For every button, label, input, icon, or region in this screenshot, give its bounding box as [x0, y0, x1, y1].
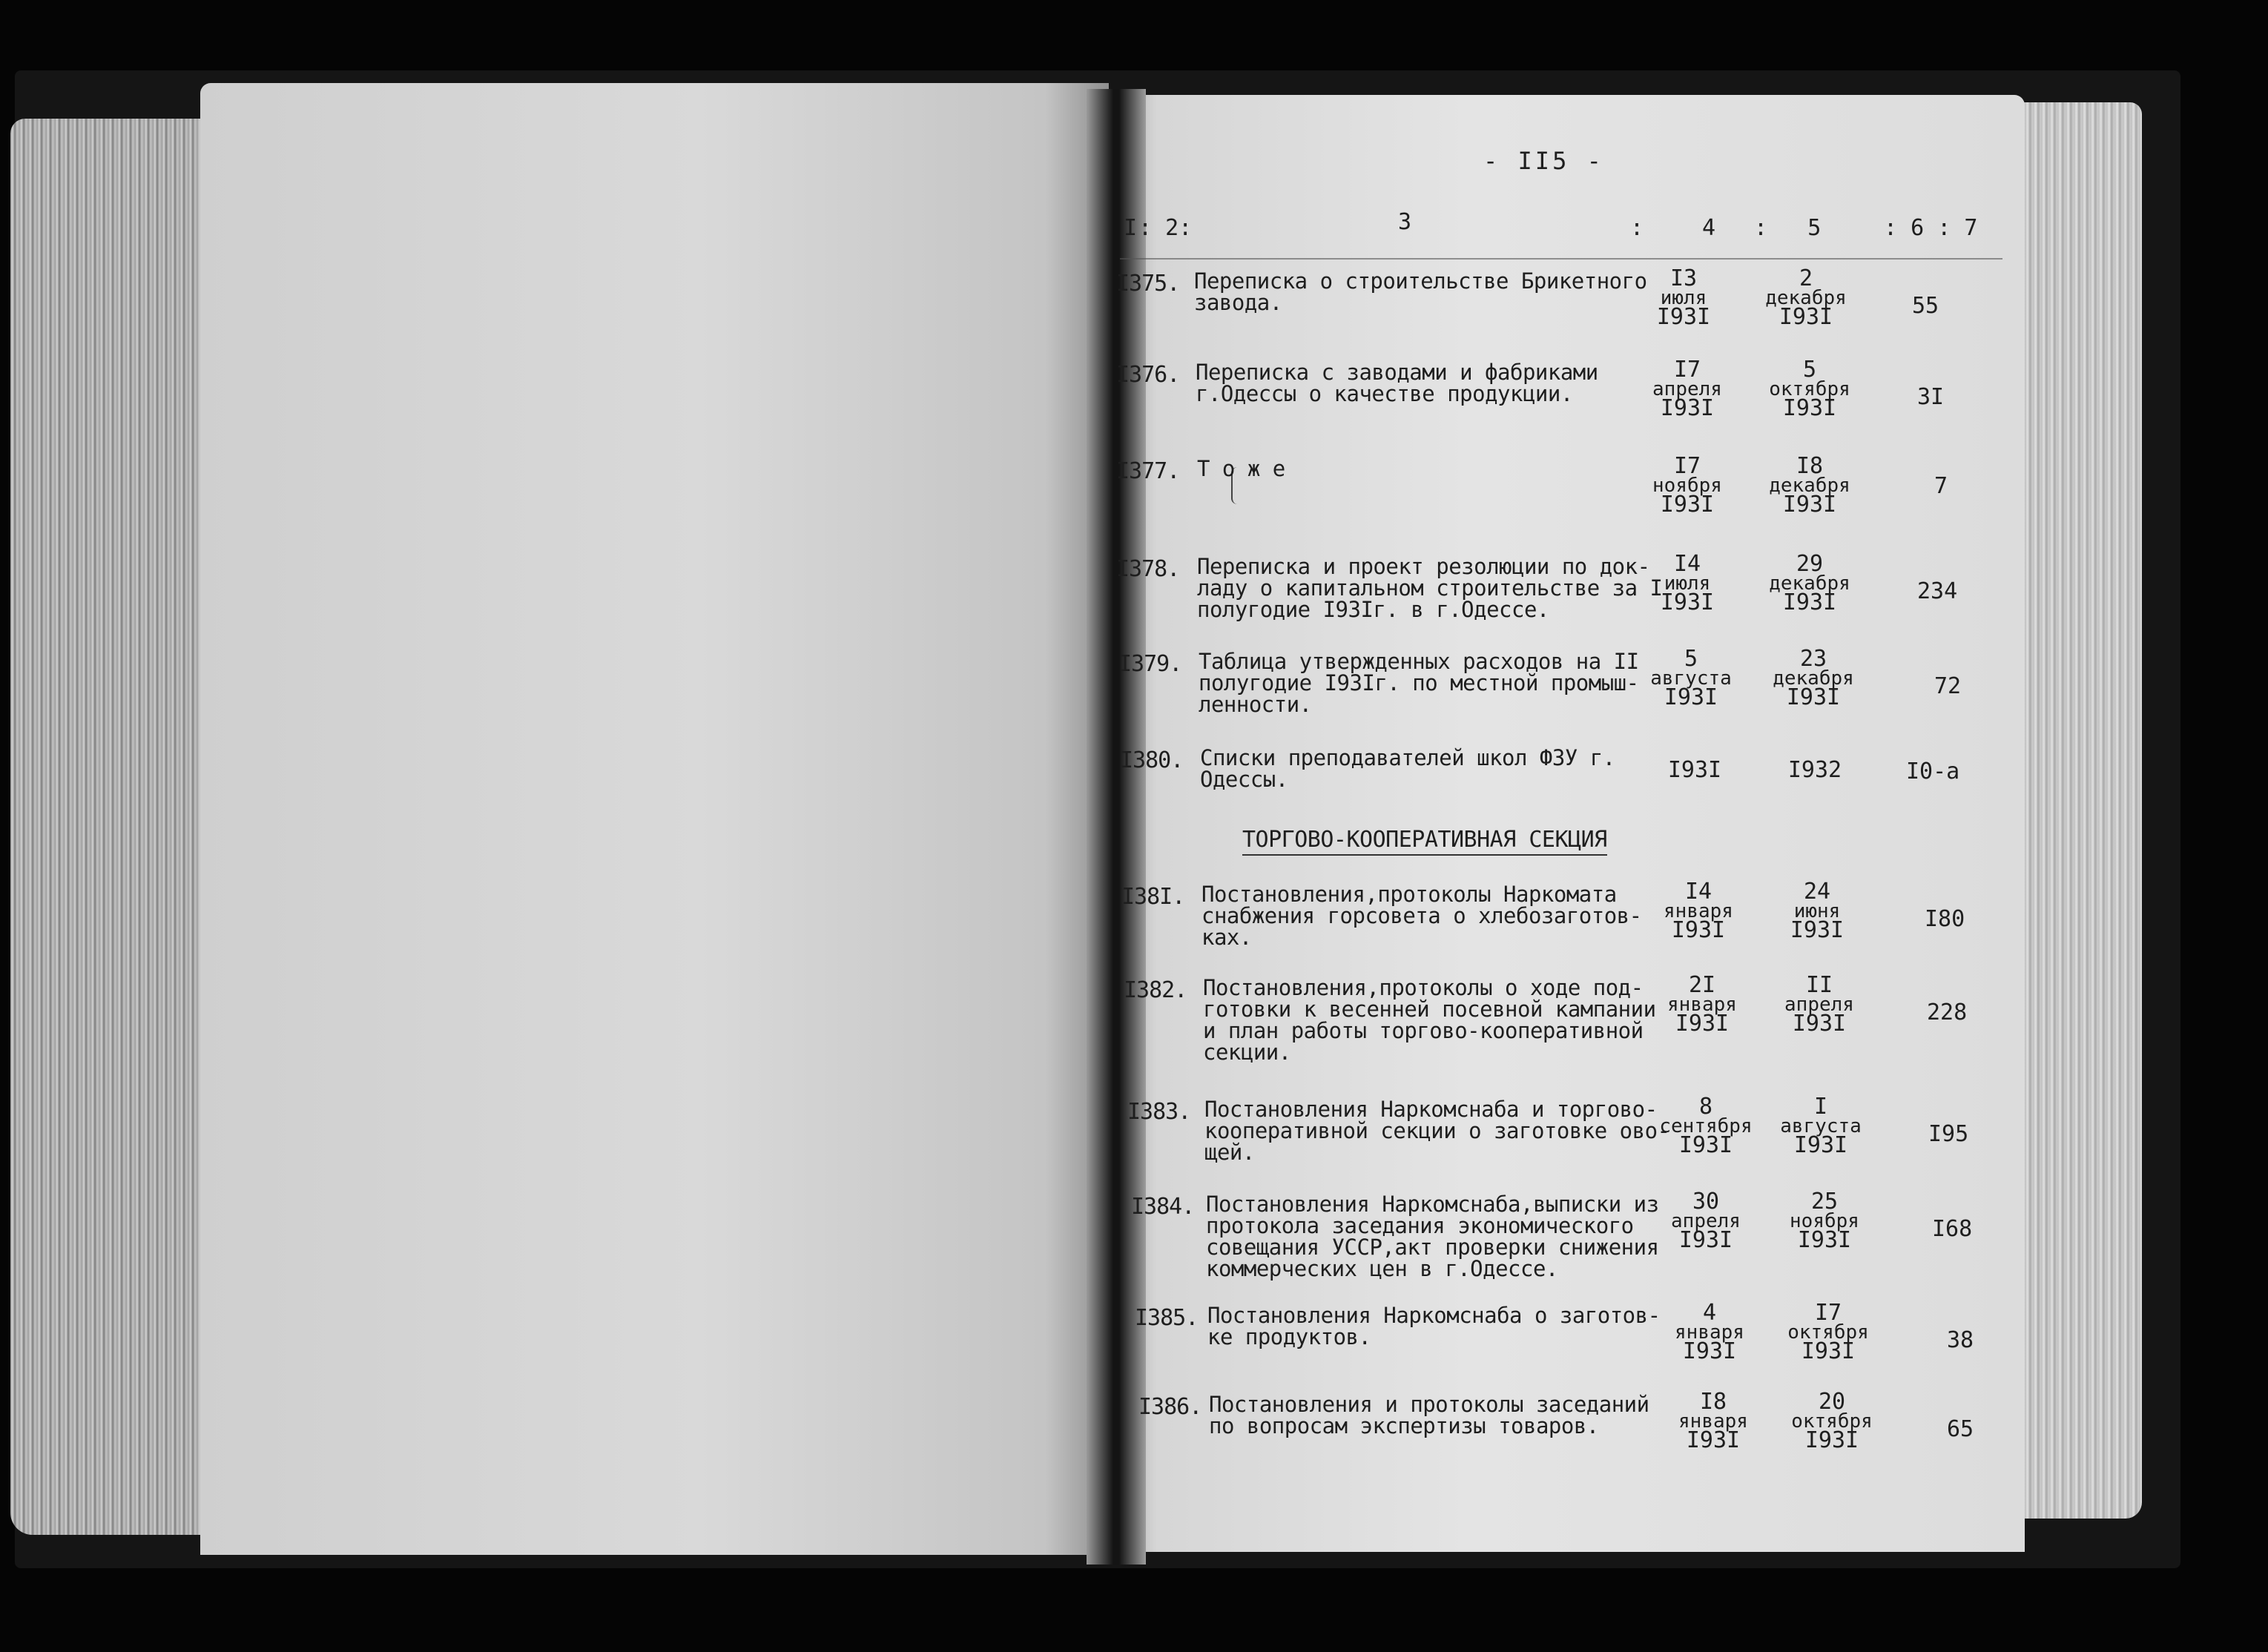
record-number: I385.: [1135, 1305, 1199, 1331]
date-year: I93I: [1790, 917, 1845, 943]
end-date: [1739, 357, 1880, 421]
date-day: I7: [1673, 357, 1701, 383]
record-title-line: завода.: [1194, 290, 1282, 315]
end-date: [1743, 646, 1884, 710]
sheet-count: 72: [1934, 673, 1962, 699]
end-date: [1739, 453, 1880, 518]
date-year: I93I: [1793, 1132, 1848, 1158]
date-day: I7: [1814, 1300, 1842, 1326]
date-year: I93I: [1660, 395, 1715, 421]
date-month: декабря: [1769, 572, 1850, 595]
record-title-line: совещания УССР,акт проверки снижения: [1206, 1235, 1659, 1260]
date-day: 8: [1698, 1094, 1713, 1120]
record-title-line: ке продуктов.: [1207, 1324, 1371, 1349]
end-date: [1744, 757, 1885, 783]
record-number: I376.: [1116, 362, 1180, 388]
end-date: [1735, 265, 1876, 330]
record-title-line: Списки преподавателей школ ФЗУ г.: [1200, 745, 1615, 770]
record-title-line: Переписка о строительстве Брикетного: [1194, 268, 1647, 294]
record-title-line: и план работы торгово-кооперативной: [1203, 1018, 1644, 1043]
record-title-line: Одессы.: [1200, 767, 1288, 792]
record-number: I38I.: [1121, 884, 1185, 910]
end-date: [1747, 879, 1888, 943]
date-day: 23: [1799, 646, 1827, 672]
date-month: декабря: [1773, 667, 1854, 690]
record-title-line: Т о ж е: [1197, 456, 1285, 481]
left-page-blank: [200, 83, 1109, 1555]
date-month: августа: [1650, 667, 1732, 690]
record-title-line: снабжения горсовета о хлебозаготов-: [1201, 903, 1642, 928]
record-title-line: ленности.: [1199, 692, 1312, 717]
record-title-line: ках.: [1201, 925, 1252, 950]
date-day: I8: [1699, 1389, 1727, 1415]
left-page-edges: [10, 119, 211, 1535]
date-year: I93I: [1660, 492, 1715, 518]
date-year: I93I: [1678, 1227, 1733, 1253]
end-date: [1739, 551, 1880, 615]
date-month: декабря: [1765, 287, 1847, 309]
date-year: I93I: [1656, 304, 1711, 330]
date-day: 5: [1802, 357, 1817, 383]
start-date: [1621, 646, 1761, 710]
date-month: апреля: [1671, 1210, 1741, 1232]
record-title-line: Постановления и протоколы заседаний: [1209, 1392, 1649, 1417]
date-year: I93I: [1797, 1227, 1852, 1253]
date-year: I93I: [1792, 1011, 1847, 1037]
date-day: 25: [1810, 1189, 1839, 1215]
record-title-line: Постановления Наркомснаба,выписки из: [1206, 1192, 1659, 1217]
sheet-count: I0-а: [1906, 759, 1960, 784]
record-title-line: секции.: [1203, 1040, 1291, 1065]
column-header-6-7: : 6 : 7: [1884, 215, 1978, 241]
end-date: [1749, 972, 1890, 1037]
sheet-count: 3I: [1917, 384, 1945, 410]
date-year: I93I: [1671, 917, 1726, 943]
record-title-line: готовки к весенней посевной кампании: [1203, 997, 1656, 1022]
record-number: I378.: [1116, 556, 1180, 582]
date-day: 29: [1796, 551, 1824, 577]
record-title-line: коммерческих цен в г.Одессе.: [1206, 1256, 1558, 1281]
date-day: I3: [1669, 265, 1698, 291]
date-day: 4: [1702, 1300, 1717, 1326]
record-title-line: Постановления Наркомснаба и торгово-: [1204, 1097, 1658, 1122]
date-day: 2I: [1688, 972, 1716, 998]
sheet-count: I95: [1928, 1121, 1969, 1147]
record-number: I375.: [1116, 271, 1180, 297]
record-title-line: г.Одессы о качестве продукции.: [1196, 381, 1573, 406]
date-month: января: [1667, 994, 1737, 1016]
date-year: I93I: [1782, 492, 1837, 518]
date-month: ноября: [1790, 1210, 1859, 1232]
date-day: 20: [1818, 1389, 1846, 1415]
record-title-line: Таблица утвержденных расходов на II: [1199, 649, 1639, 674]
column-header-4: 4: [1702, 215, 1716, 241]
date-day: I4: [1684, 879, 1712, 905]
date-month: июля: [1660, 287, 1707, 309]
date-year: I93I: [1675, 1011, 1730, 1037]
date-year: I93I: [1779, 304, 1833, 330]
record-number: I386.: [1138, 1394, 1202, 1420]
date-month: ноября: [1652, 475, 1722, 497]
date-year: I93I: [1804, 1427, 1859, 1453]
sheet-count: I80: [1925, 906, 1965, 932]
right-page-edges: [2008, 102, 2142, 1519]
record-number: I379.: [1118, 651, 1182, 677]
date-month: апреля: [1652, 378, 1722, 400]
end-date: [1758, 1300, 1899, 1364]
header-rule: [1120, 258, 2002, 260]
date-year: I93I: [1686, 1427, 1741, 1453]
record-title-line: Постановления,протоколы Наркомата: [1201, 882, 1617, 907]
record-title-line: протокола заседания экономического: [1206, 1213, 1634, 1238]
sheet-count: I68: [1932, 1216, 1973, 1242]
date-year: I93I: [1782, 589, 1837, 615]
page-number: - II5 -: [1483, 147, 1604, 175]
record-number: I383.: [1127, 1099, 1191, 1125]
column-header-1: I: [1124, 215, 1138, 241]
record-title-line: щей.: [1204, 1140, 1255, 1165]
sheet-count: 7: [1934, 473, 1948, 499]
section-title: ТОРГОВО-КООПЕРАТИВНАЯ СЕКЦИЯ: [1242, 827, 1607, 856]
sheet-count: 38: [1947, 1327, 1974, 1353]
record-title-line: полугодие I93Iг. по местной промыш-: [1199, 670, 1639, 696]
column-header-2: : 2:: [1138, 215, 1193, 241]
end-date: [1754, 1189, 1895, 1253]
date-day: I7: [1673, 453, 1701, 479]
record-number: I384.: [1131, 1194, 1195, 1220]
date-year: I93I: [1782, 395, 1837, 421]
date-month: августа: [1780, 1115, 1862, 1137]
date-year: I93I: [1667, 757, 1722, 783]
date-day: II: [1805, 972, 1833, 998]
date-year: I93I: [1678, 1132, 1733, 1158]
start-date: [1617, 357, 1758, 421]
date-month: апреля: [1784, 994, 1854, 1016]
record-number: I377.: [1116, 458, 1180, 484]
sheet-count: 228: [1927, 1000, 1968, 1025]
date-day: 30: [1692, 1189, 1720, 1215]
date-month: июня: [1793, 900, 1841, 922]
column-header-5: : 5: [1754, 215, 1822, 241]
end-date: [1761, 1389, 1902, 1453]
date-year: I932: [1787, 757, 1842, 783]
date-year: I93I: [1660, 589, 1715, 615]
record-title-line: полугодие I93Iг. в г.Одессе.: [1197, 597, 1549, 622]
record-number: I382.: [1124, 977, 1187, 1003]
record-title-line: Переписка с заводами и фабриками: [1196, 360, 1598, 385]
date-month: октября: [1769, 378, 1850, 400]
sheet-count: 55: [1912, 293, 1939, 319]
date-day: I8: [1796, 453, 1824, 479]
date-month: января: [1678, 1410, 1748, 1433]
date-year: I93I: [1786, 684, 1841, 710]
column-separator: :: [1630, 215, 1644, 241]
date-month: июля: [1664, 572, 1711, 595]
start-date: [1617, 551, 1758, 615]
date-month: октября: [1791, 1410, 1873, 1433]
record-title-line: ладу о капитальном строительстве за I: [1197, 575, 1663, 601]
date-day: 24: [1803, 879, 1831, 905]
record-number: I380.: [1120, 747, 1184, 773]
record-title-line: Переписка и проект резолюции по док-: [1197, 554, 1650, 579]
end-date: [1750, 1094, 1891, 1158]
record-title-line: Постановления,протоколы о ходе под-: [1203, 975, 1644, 1000]
date-month: октября: [1787, 1321, 1869, 1344]
column-header-3: 3: [1398, 209, 1412, 235]
record-title-line: кооперативной секции о заготовке ово-: [1204, 1118, 1670, 1143]
start-date: [1613, 265, 1754, 330]
book-gutter: [1087, 89, 1146, 1565]
date-month: января: [1675, 1321, 1744, 1344]
date-day: 2: [1799, 265, 1813, 291]
date-year: I93I: [1664, 684, 1718, 710]
record-title-line: Постановления Наркомснаба о заготов-: [1207, 1303, 1661, 1328]
date-day: 5: [1684, 646, 1698, 672]
date-year: I93I: [1801, 1338, 1856, 1364]
date-month: декабря: [1769, 475, 1850, 497]
sheet-count: 65: [1947, 1416, 1974, 1442]
sheet-count: 234: [1917, 578, 1958, 604]
date-day: I: [1813, 1094, 1828, 1120]
start-date: [1617, 453, 1758, 518]
date-year: I93I: [1682, 1338, 1737, 1364]
record-title-line: по вопросам экспертизы товаров.: [1209, 1413, 1599, 1438]
date-day: I4: [1673, 551, 1701, 577]
date-month: сентября: [1659, 1115, 1753, 1137]
date-month: января: [1664, 900, 1733, 922]
